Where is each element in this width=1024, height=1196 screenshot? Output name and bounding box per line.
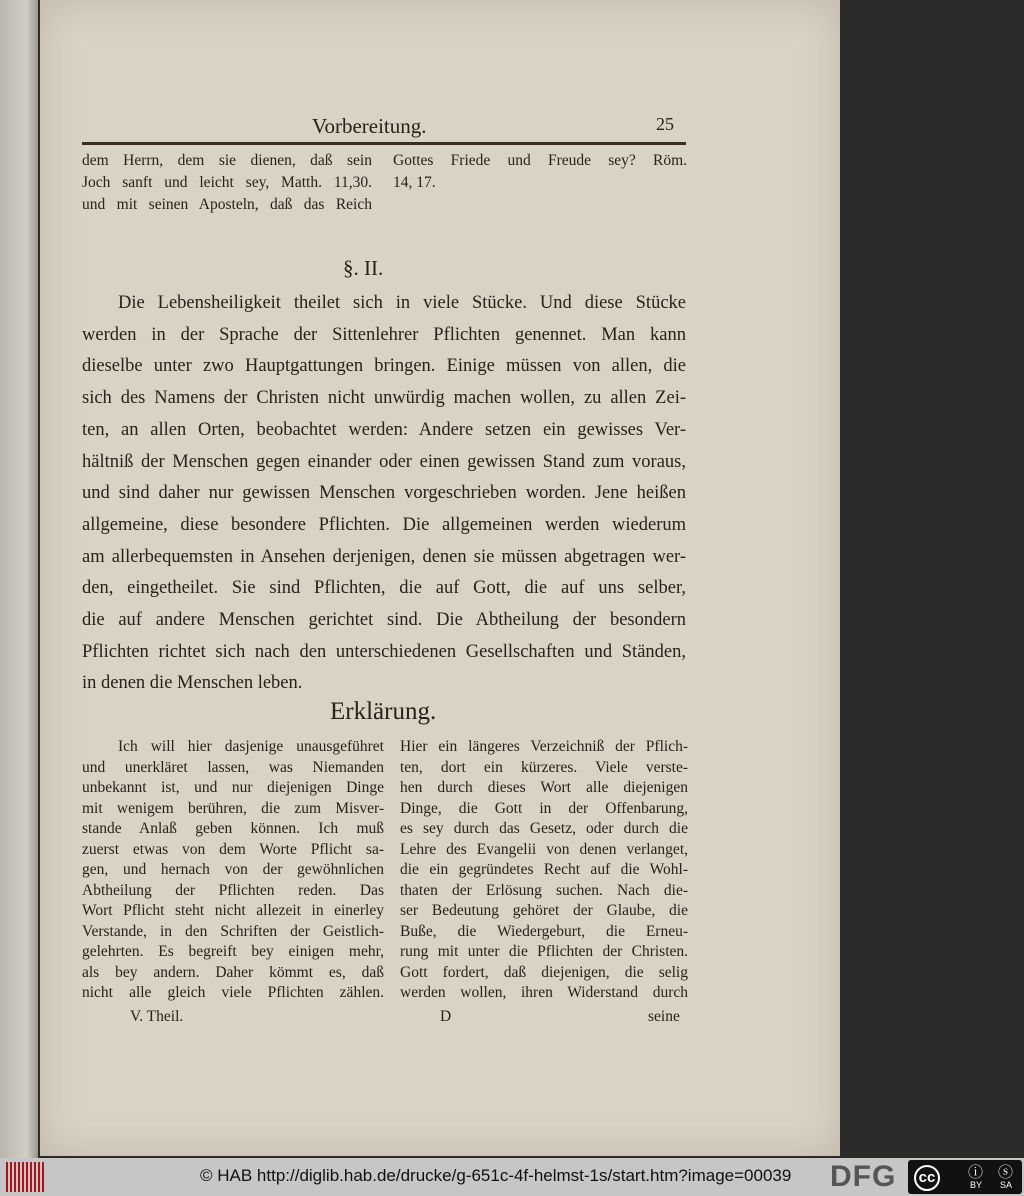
section-heading: Erklärung. (330, 698, 437, 725)
attribution-icon: ⓘ (968, 1164, 984, 1181)
column-line: Hier ein längeres Verzeichniß der Pflich- (400, 738, 688, 755)
column-line: als bey andern. Daher kömmt es, daß (82, 963, 384, 981)
copyright-link[interactable]: © HAB http://diglib.hab.de/drucke/g-651c-4f-helmst-1s/start.htm?image=00039 (200, 1166, 792, 1185)
column-line: ten, dort ein kürzeres. Viele verste- (400, 758, 688, 776)
column-line: thaten der Erlösung suchen. Nach die- (400, 881, 688, 899)
previous-page-edge (0, 0, 38, 1158)
paragraph-line: Die Lebensheiligkeit theilet sich in viele Stücke. Und diese Stücke (118, 293, 686, 313)
footer-bar (0, 1158, 1024, 1196)
column-line: zuerst etwas von dem Worte Pflicht sa- (82, 840, 384, 858)
paragraph-line: Pflichten richtet sich nach den unterschiedenen Gesellschaften und Ständen, (82, 641, 686, 662)
column-line: Ich will hier dasjenige unausgeführet (118, 738, 384, 755)
section-mark: §. II. (343, 256, 384, 280)
catchword: seine (648, 1008, 680, 1025)
column-line: rung mit unter die Pflichten der Christen. (400, 943, 688, 960)
cc-icon: cc (914, 1165, 940, 1191)
column-line: gen, und hernach von der gewöhnlichen (82, 861, 384, 878)
column-line: unbekannt ist, und nur diejenigen Dinge (82, 779, 384, 796)
column-line: Gott fordert, daß diejenigen, die selig (400, 963, 688, 981)
column-line: Abtheilung der Pflichten reden. Das (82, 881, 384, 899)
column-line: die ein gegründetes Recht auf die Wohl- (400, 861, 688, 878)
paragraph-line: am allerbequemsten in Ansehen derjenigen, denen sie müssen abgetragen wer- (82, 546, 686, 567)
text-line: dem Herrn, dem sie dienen, daß sein (82, 152, 372, 169)
column-line: werden wollen, ihren Widerstand durch (400, 984, 688, 1001)
paragraph-line: werden in der Sprache der Sittenlehrer Pflichten genennet. Man kann (82, 324, 686, 345)
column-line: hen durch dieses Wort alle diejenigen (400, 779, 688, 796)
text-line: Joch sanft und leicht sey, Matth. 11,30. (82, 174, 372, 191)
paragraph-line: und sind daher nur gewissen Menschen vorgeschrieben worden. Jene heißen (82, 483, 686, 504)
paragraph-line: in denen die Menschen leben. (82, 673, 303, 694)
signature-mark: D (440, 1008, 452, 1025)
column-line: Buße, die Wiedergeburt, die Erneu- (400, 922, 688, 940)
signature: V. Theil. (130, 1008, 184, 1025)
column-line: Lehre des Evangelii von denen verlanget, (400, 840, 688, 858)
column-line: mit wenigem berühren, die zum Misver- (82, 799, 384, 817)
paragraph-line: allgemeine, diese besondere Pflichten. Die allgemeinen werden wiederum (82, 514, 686, 535)
share-alike-icon: ⓢ (998, 1164, 1014, 1181)
column-line: stande Anlaß geben können. Ich muß (82, 820, 384, 837)
paragraph-line: hältniß der Menschen gegen einander oder einen gewissen Stand zum voraus, (82, 451, 686, 472)
paragraph-line: die auf andere Menschen gerichtet sind. Die Abtheilung der besondern (82, 610, 686, 630)
column-line: Dinge, die Gott in der Offenbarung, (400, 799, 688, 817)
hab-logo (6, 1162, 46, 1192)
running-header: Vorbereitung. (312, 114, 427, 138)
paragraph-line: den, eingetheilet. Sie sind Pflichten, die auf Gott, die auf uns selber, (82, 578, 686, 599)
paragraph-line: sich des Namens der Christen nicht unwürdig machen wollen, zu allen Zei- (82, 388, 686, 409)
text-line: und mit seinen Aposteln, daß das Reich (82, 196, 372, 213)
column-line: nicht alle gleich viele Pflichten zählen. (82, 984, 384, 1001)
column-line: gelehrten. Es begreift bey einigen mehr, (82, 943, 384, 960)
cc-license-badge[interactable] (908, 1160, 1022, 1194)
sa-icon: SA (1000, 1180, 1013, 1190)
text-line: 14, 17. (393, 174, 436, 191)
header-rule (82, 142, 686, 145)
column-line: es sey durch das Gesetz, oder durch die (400, 820, 688, 837)
by-icon: BY (970, 1180, 983, 1190)
column-line: Wort Pflicht steht nicht allezeit in einerley (82, 902, 384, 919)
column-line: Verstande, in den Schriften der Geistlich- (82, 922, 384, 940)
paragraph-line: ten, an allen Orten, beobachtet werden: Andere setzen ein gewisses Ver- (82, 419, 686, 440)
column-line: ser Bedeutung gehöret der Glaube, die (400, 902, 688, 919)
paragraph-line: dieselbe unter zwo Hauptgattungen bringen. Einige müssen von allen, die (82, 356, 686, 377)
column-line: und unerkläret lassen, was Niemanden (82, 758, 384, 776)
text-line: Gottes Friede und Freude sey? Röm. (393, 152, 687, 169)
dfg-logo: DFG (830, 1160, 897, 1193)
page-number: 25 (656, 114, 674, 134)
